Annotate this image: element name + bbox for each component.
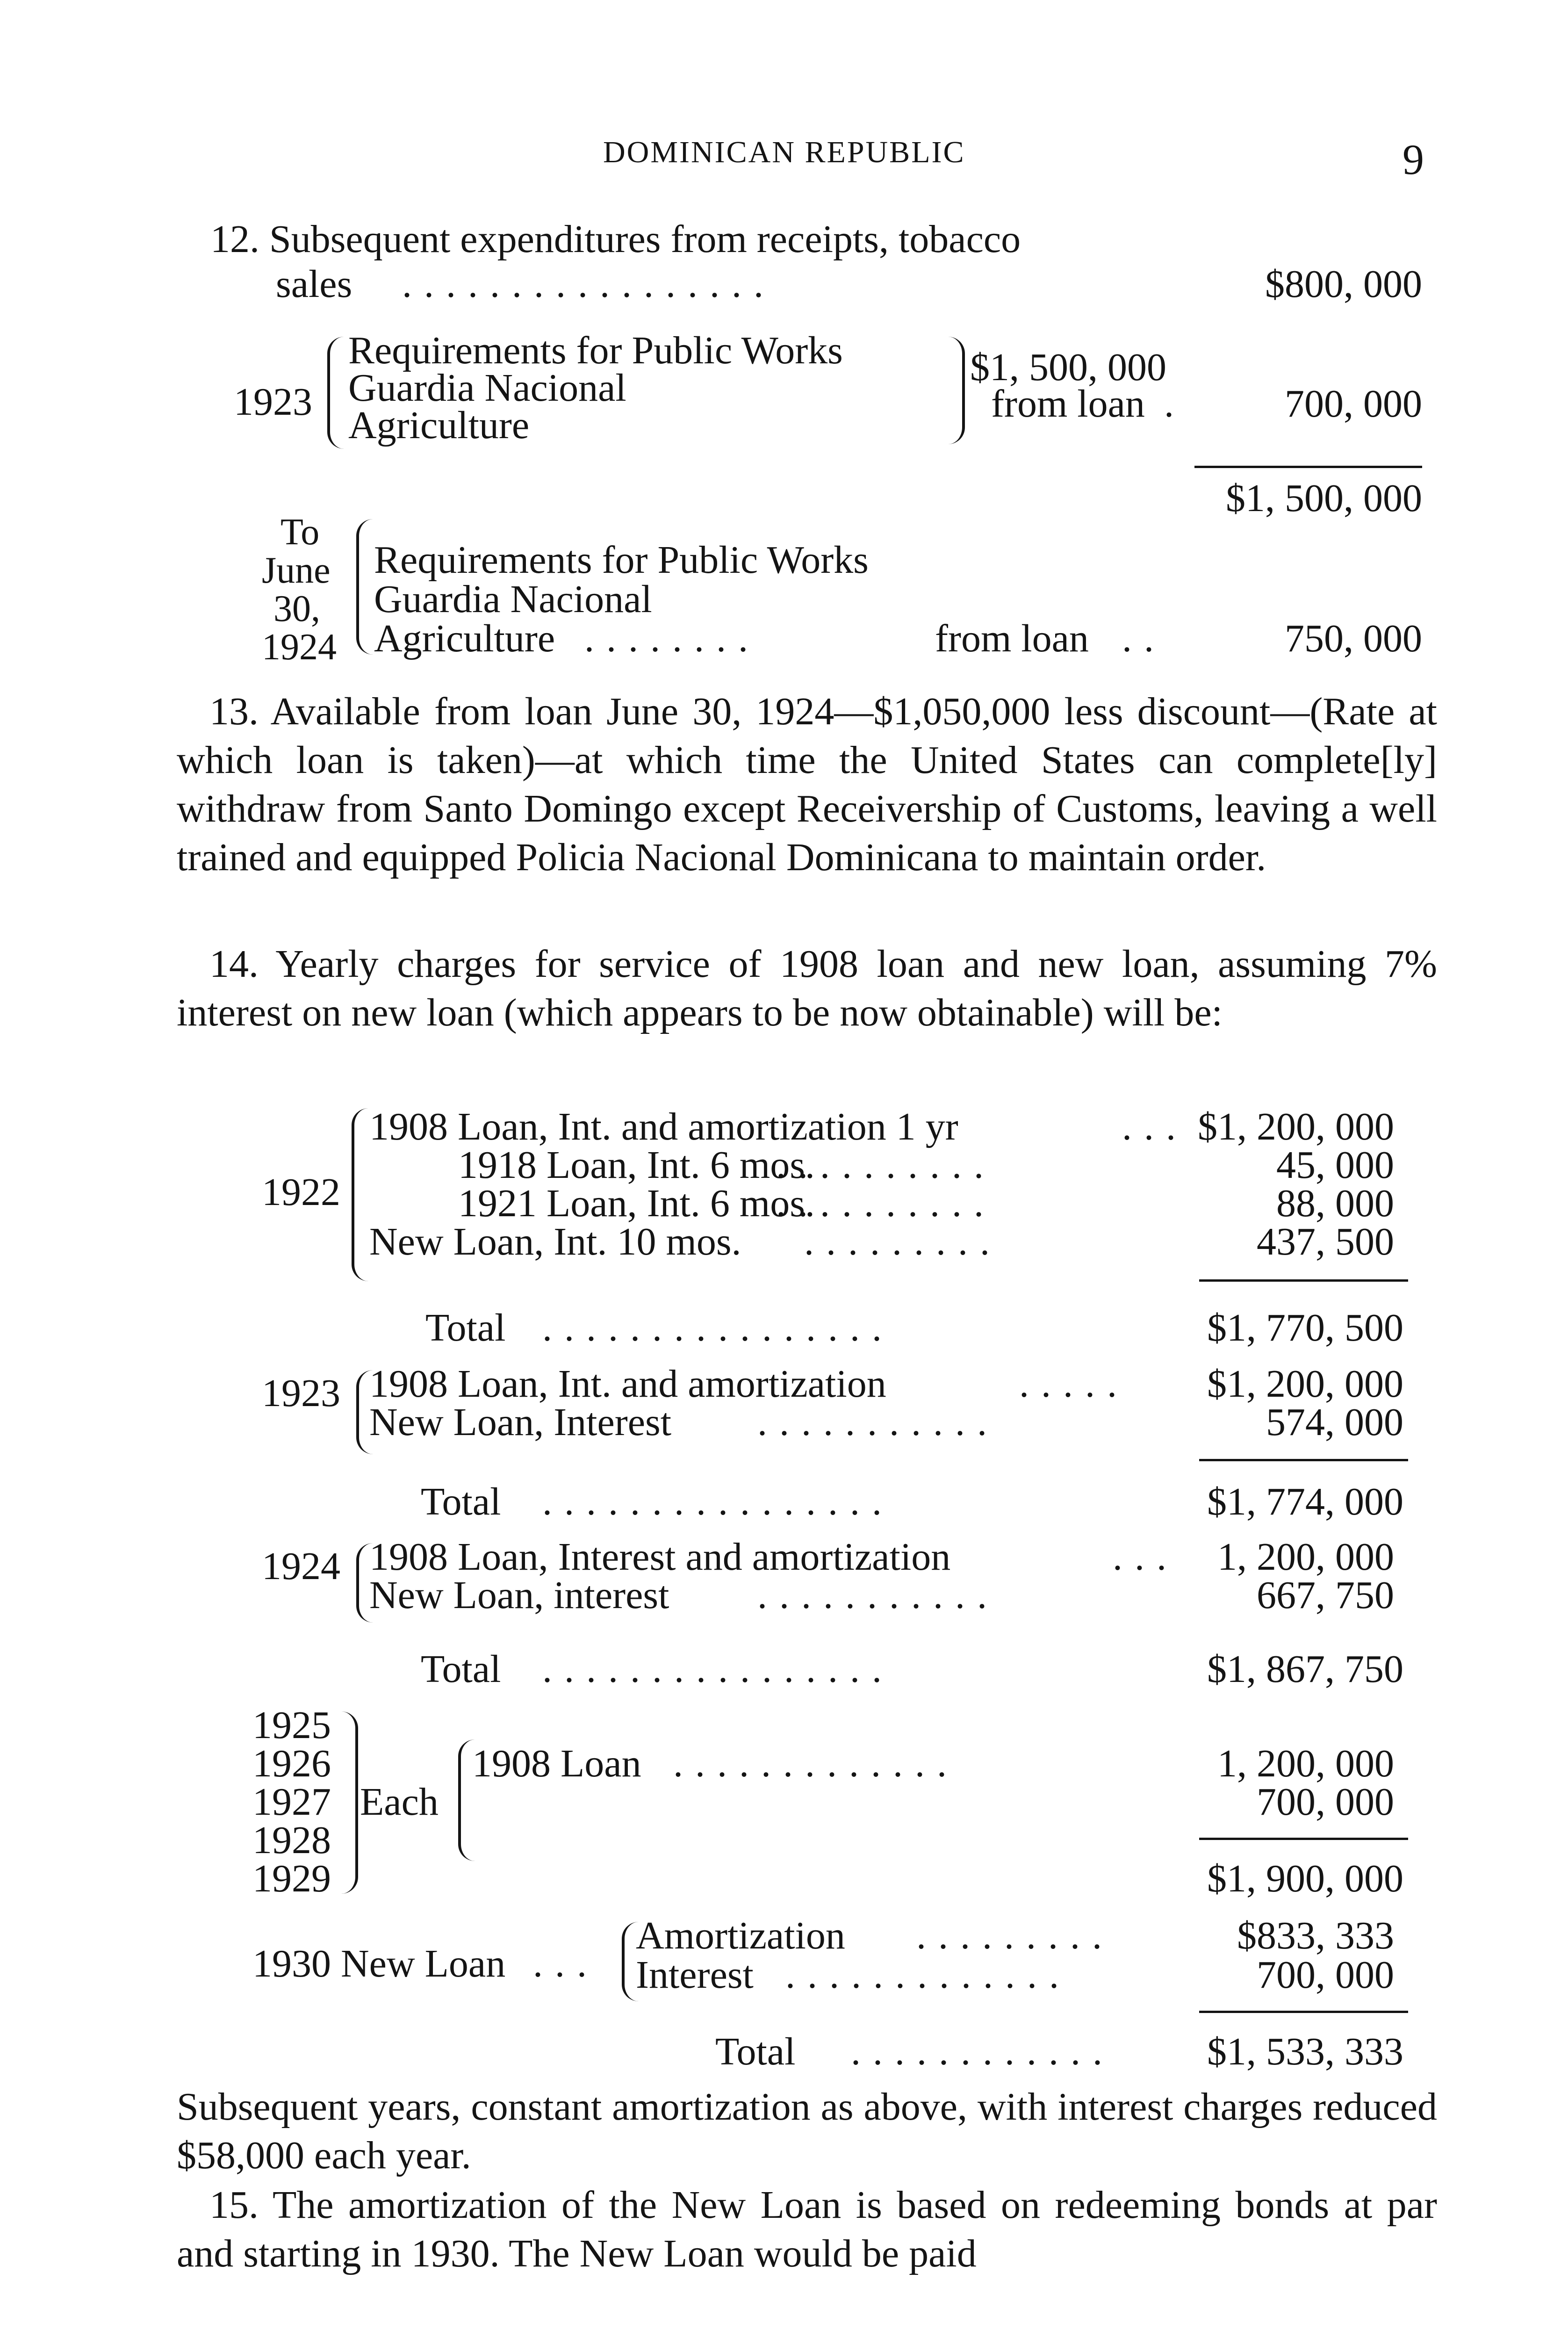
y1923-total: $1, 774, 000 [1207, 1480, 1403, 1523]
year-label: 1929 [252, 1857, 331, 1900]
s12-subtotal: $1, 500, 000 [1226, 476, 1422, 520]
year-label: 1925 [252, 1703, 331, 1747]
y1922-row-label: 1908 Loan, Int. and amortization 1 yr [369, 1105, 958, 1148]
leader-dots: ............. [673, 1742, 959, 1785]
y1924-row-label: New Loan, interest [369, 1573, 669, 1617]
s12-item2-guardia: Guardia Nacional [374, 577, 652, 621]
subsequent-years-paragraph: Subsequent years, constant amortization as above, with interest charges reduced $58,000 each year. [177, 2085, 1437, 2177]
section-15-paragraph: 15. The amortization of the New Loan is based on redeeming bonds at par and starting in 1930. The New Loan would be paid [177, 2183, 1437, 2275]
y1930-interest-label: Interest [636, 1953, 754, 1997]
y1924-total-label: Total [421, 1647, 501, 1691]
leader-dots: ................. [402, 262, 776, 306]
leader-dots: ........... [757, 1573, 999, 1617]
s12-loan-amount: $1, 500, 000 [970, 346, 1166, 389]
year-label: 1927 [252, 1780, 331, 1824]
leader-dots: .. [1122, 617, 1166, 660]
y1925-second-amount: 700, 000 [1257, 1780, 1394, 1824]
y1923-row-label: 1908 Loan, Int. and amortization [369, 1362, 886, 1406]
page-number: 9 [1403, 136, 1424, 183]
y1924-row-amount: 1, 200, 000 [1217, 1535, 1394, 1579]
y1924-row-label: 1908 Loan, Interest and amortization [369, 1535, 951, 1579]
leader-dots: .......... [776, 1182, 996, 1225]
s12-to-label: To [281, 512, 320, 553]
leader-dots: ........ [584, 617, 760, 660]
s12-loan-from: from loan [991, 382, 1145, 426]
y1925-total: $1, 900, 000 [1207, 1857, 1403, 1900]
y1922-row-amount: 437, 500 [1257, 1220, 1394, 1263]
y1924-total: $1, 867, 750 [1207, 1647, 1403, 1691]
s12-item-public-works: Requirements for Public Works [348, 329, 843, 372]
y1924-row-amount: 667, 750 [1257, 1573, 1394, 1617]
leader-dots: .......... [776, 1143, 996, 1187]
year-label: 1928 [252, 1818, 331, 1862]
s12-from-loan-2: from loan [935, 617, 1089, 660]
y1922-row-amount: 88, 000 [1276, 1182, 1394, 1225]
y1924-year: 1924 [262, 1544, 340, 1588]
leader-dots: ......... [804, 1220, 1002, 1263]
year-label: 1926 [252, 1742, 331, 1785]
right-brace [948, 337, 965, 444]
y1930-amortization-amount: $833, 333 [1237, 1914, 1394, 1957]
s12-item2-agriculture: Agriculture [374, 617, 555, 660]
y1922-total-label: Total [425, 1306, 506, 1349]
section-14-paragraph: 14. Yearly charges for service of 1908 loan and new loan, assuming 7% interest on new loan (which appears to be now obtainable) will be: [177, 942, 1437, 1034]
y1930-total-label: Total [715, 2030, 796, 2073]
s12-amount-750: 750, 000 [1285, 617, 1422, 660]
section-13-paragraph: 13. Available from loan June 30, 1924—$1,050,000 less discount—(Rate at which loan is taken)—at which time the United States can complete[ly] withdraw from Santo Domingo except Receivership of Customs, leaving a well trained and equipped Policia Nacional Dominicana to maintain order. [177, 690, 1437, 879]
sum-rule [1199, 2011, 1408, 2013]
sum-rule [1199, 1459, 1408, 1461]
y1925-loan-amount: 1, 200, 000 [1217, 1742, 1394, 1785]
y1923-total-label: Total [421, 1480, 501, 1523]
leader-dots: ........... [757, 1400, 999, 1444]
y1930-total: $1, 533, 333 [1207, 2030, 1403, 2073]
each-label: Each [360, 1780, 439, 1824]
y1923-row-label: New Loan, Interest [369, 1400, 672, 1444]
left-brace [327, 337, 344, 449]
s12-year-1924: 1924 [262, 627, 337, 668]
s12-item-guardia: Guardia Nacional [348, 366, 626, 410]
leader-dots: ................ [542, 1306, 894, 1349]
right-brace [341, 1711, 358, 1894]
y1922-row-label: New Loan, Int. 10 mos. [369, 1220, 741, 1263]
s12-item-agriculture: Agriculture [348, 404, 530, 447]
s12-item2-public-works: Requirements for Public Works [374, 538, 869, 582]
s12-intro-line1: 12. Subsequent expenditures from receipts, tobacco [210, 217, 1021, 261]
y1922-total: $1, 770, 500 [1207, 1306, 1403, 1349]
left-brace [352, 1108, 368, 1281]
leader-dots: ... [1122, 1105, 1188, 1148]
y1922-year: 1922 [262, 1170, 340, 1214]
s12-year-1923: 1923 [234, 380, 312, 424]
sum-rule [1199, 1279, 1408, 1282]
leader-dots: ..... [1019, 1362, 1129, 1406]
y1922-row-label: 1921 Loan, Int. 6 mos. [458, 1182, 815, 1225]
y1930-amortization-label: Amortization [636, 1914, 845, 1957]
s12-day-label: 30, [273, 588, 320, 629]
leader-dots: ......... [916, 1914, 1114, 1957]
sum-rule [1199, 1838, 1408, 1840]
s12-amount-700: 700, 000 [1285, 382, 1422, 426]
left-brace [356, 519, 373, 655]
leader-dots: . [1164, 382, 1174, 426]
y1925-loan-label: 1908 Loan [472, 1742, 641, 1785]
s12-june-label: June [262, 550, 331, 591]
leader-dots: ............. [785, 1953, 1071, 1997]
running-header: DOMINICAN REPUBLIC [603, 135, 965, 169]
s12-intro-amount: $800, 000 [1265, 262, 1422, 306]
leader-dots: ............ [851, 2030, 1115, 2073]
y1922-row-amount: $1, 200, 000 [1198, 1105, 1394, 1148]
y1923-row-amount: $1, 200, 000 [1207, 1362, 1403, 1406]
y1923-row-amount: 574, 000 [1266, 1400, 1403, 1444]
y1922-row-label: 1918 Loan, Int. 6 mos. [458, 1143, 815, 1187]
leader-dots: ................ [542, 1480, 894, 1523]
sum-rule [1194, 466, 1422, 468]
y1930-interest-amount: 700, 000 [1257, 1953, 1394, 1997]
y1922-row-amount: 45, 000 [1276, 1143, 1394, 1187]
leader-dots: ... [1113, 1535, 1179, 1579]
leader-dots: ................ [542, 1647, 894, 1691]
s12-intro-line2: sales [276, 262, 352, 306]
y1923-year: 1923 [262, 1371, 340, 1415]
y1930-label: 1930 New Loan [252, 1942, 506, 1985]
leader-dots: ... [533, 1942, 599, 1985]
